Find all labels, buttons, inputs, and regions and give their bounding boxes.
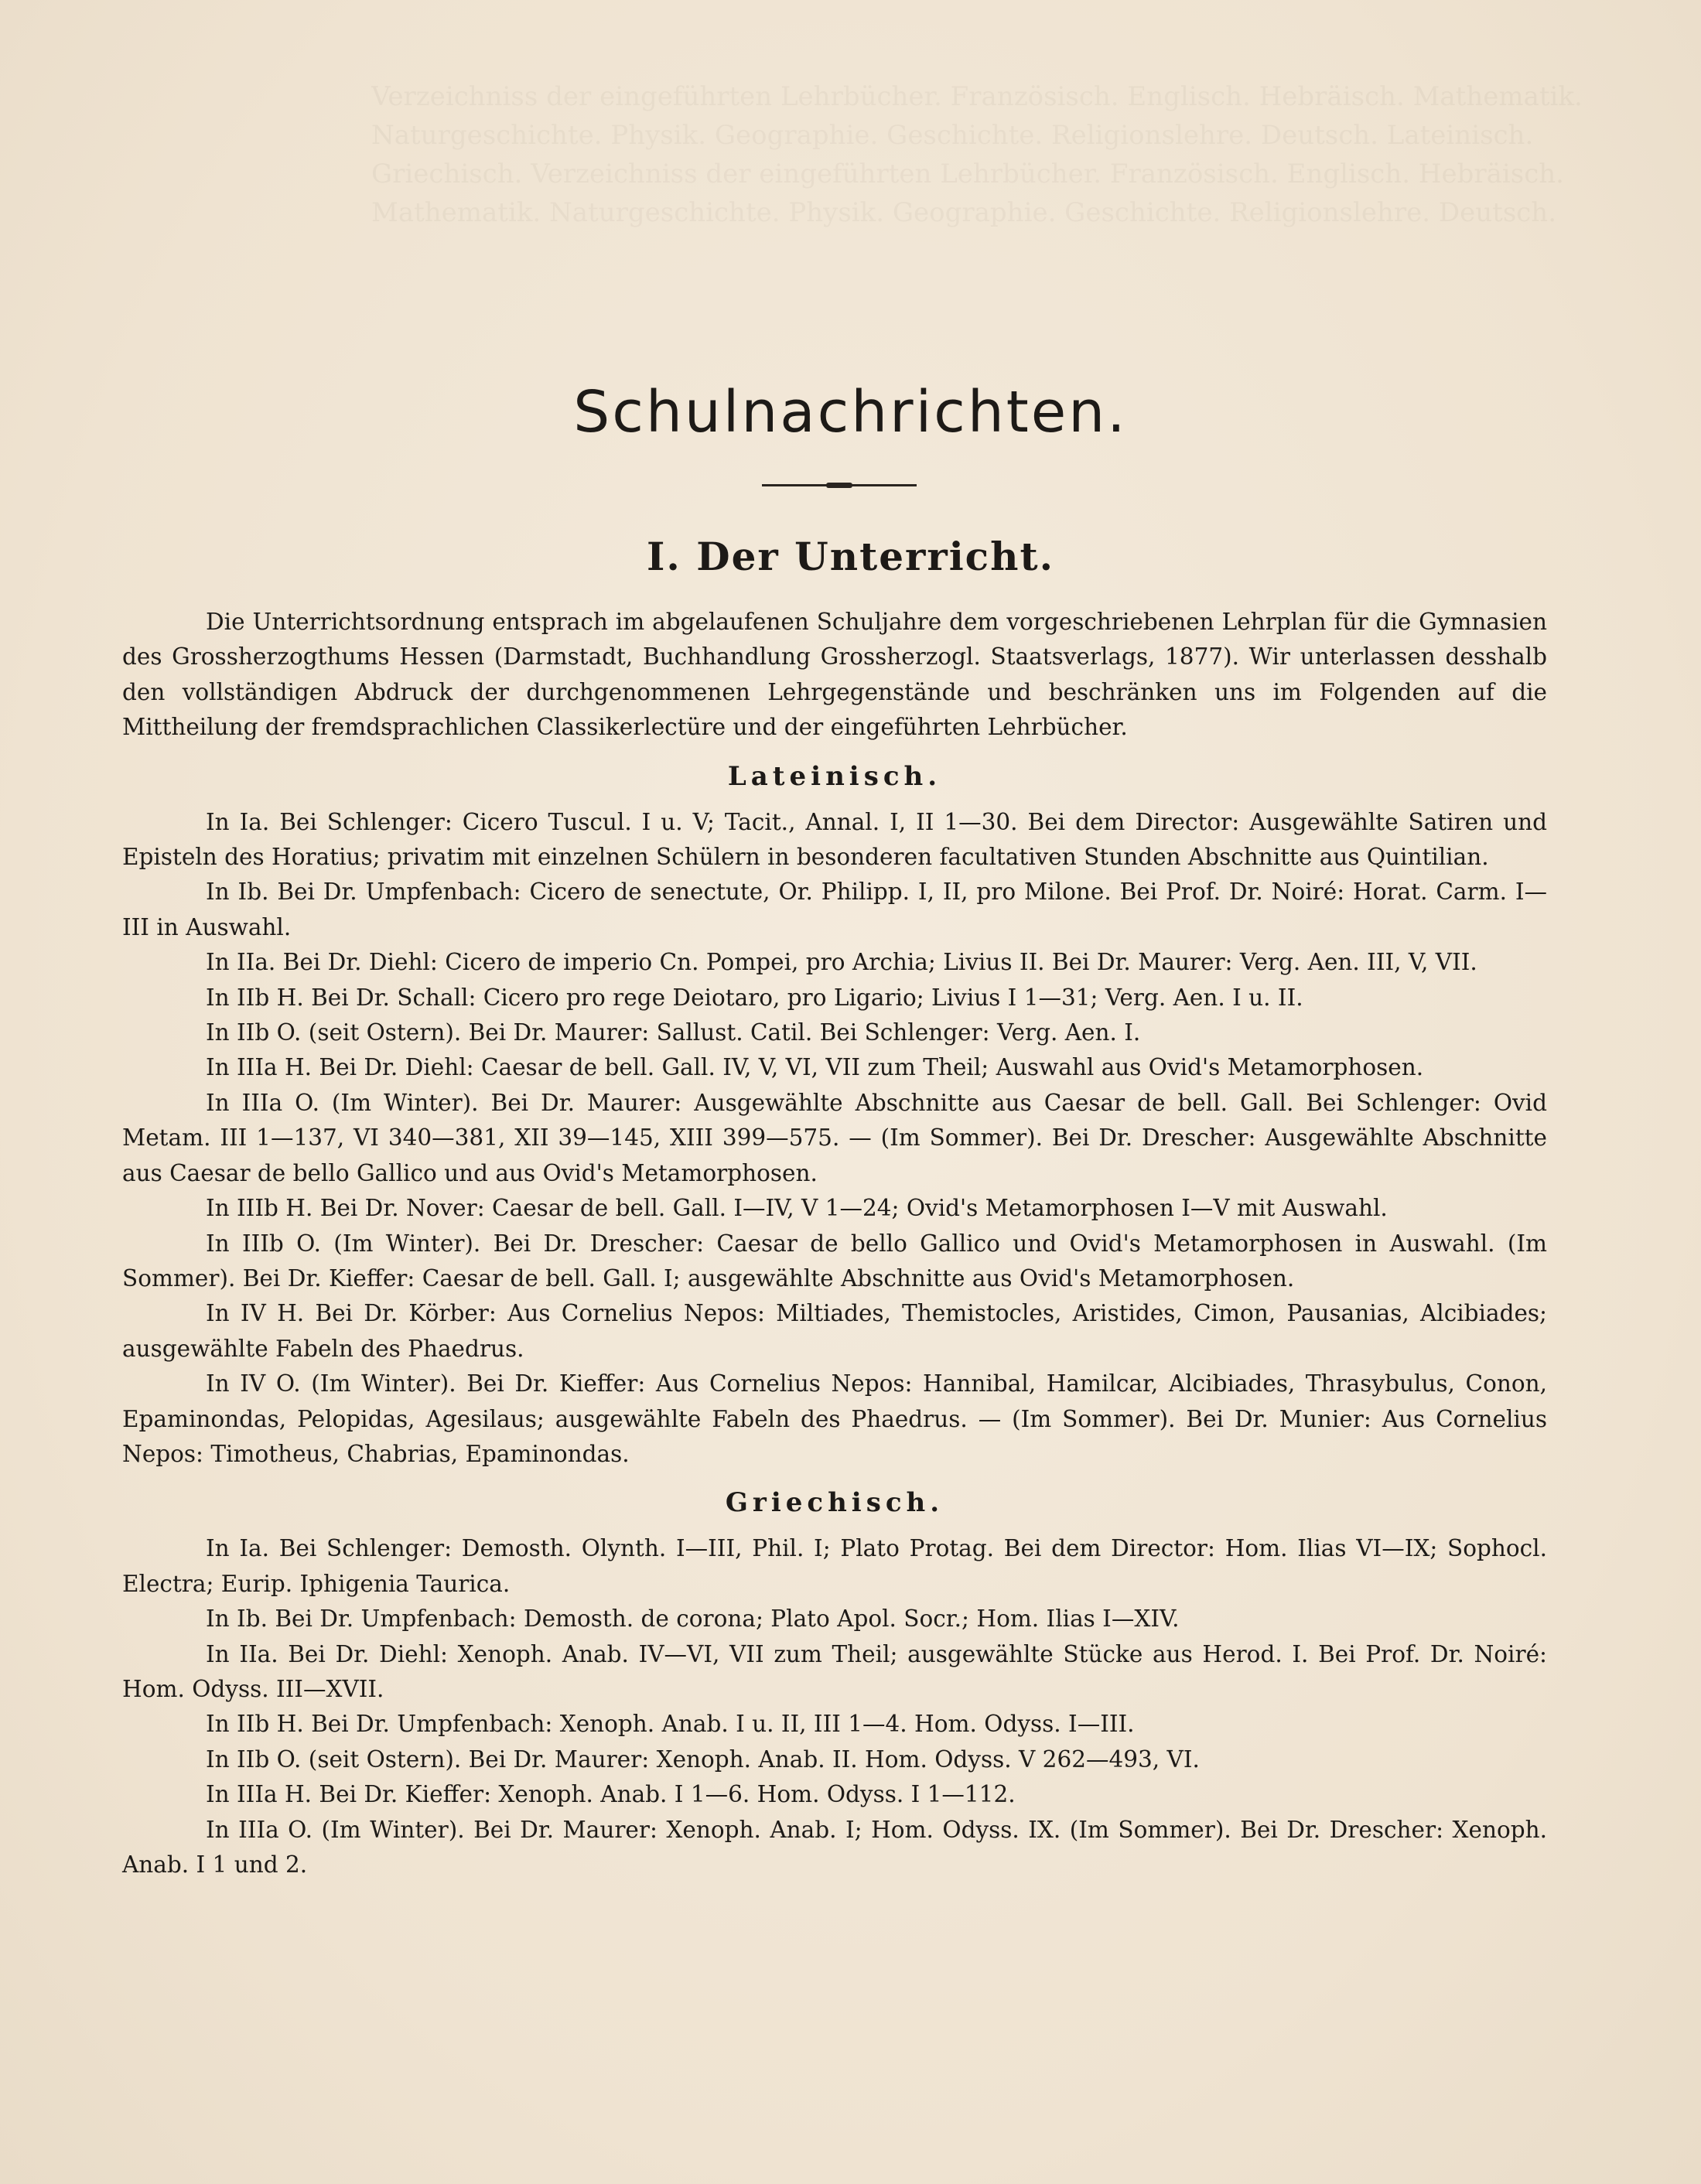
latin-paragraph: In IIb O. (seit Ostern). Bei Dr. Maurer: Sallust. Catil. Bei Schlenger: Verg. Aen. I. xyxy=(206,1019,1141,1046)
body-text xyxy=(122,605,1547,1882)
latin-paragraph: In Ib. Bei Dr. Umpfenbach: Cicero de senectute, Or. Philipp. I, II, pro Milone. Bei Prof. Dr. Noiré: Horat. Carm. I—III in Auswahl. xyxy=(122,879,1547,940)
page-title: Schulnachrichten. xyxy=(573,379,1128,445)
latin-paragraph: In IIa. Bei Dr. Diehl: Cicero de imperio Cn. Pompei, pro Archia; Livius II. Bei Dr. Maurer: Verg. Aen. III, V, VII. xyxy=(206,949,1477,976)
greek-paragraph: In IIb H. Bei Dr. Umpfenbach: Xenoph. Anab. I u. II, III 1—4. Hom. Odyss. I—III. xyxy=(206,1711,1135,1738)
latin-paragraph: In IIb H. Bei Dr. Schall: Cicero pro rege Deiotaro, pro Ligario; Livius I 1—31; Verg. Aen. I u. II. xyxy=(206,984,1303,1011)
latin-heading: Lateinisch. xyxy=(727,760,942,792)
latin-paragraph: In IIIa H. Bei Dr. Diehl: Caesar de bell. Gall. IV, V, VI, VII zum Theil; Auswahl aus Ovid's Metamorphosen. xyxy=(206,1054,1424,1081)
greek-paragraph: In Ia. Bei Schlenger: Demosth. Olynth. I—III, Phil. I; Plato Protag. Bei dem Director: Hom. Ilias VI—IX; Sophocl. Electra; Eurip. Iphigenia Taurica. xyxy=(122,1535,1547,1597)
greek-paragraph: In IIIa H. Bei Dr. Kieffer: Xenoph. Anab. I 1—6. Hom. Odyss. I 1—112. xyxy=(206,1781,1016,1808)
greek-paragraph: In IIa. Bei Dr. Diehl: Xenoph. Anab. IV—VI, VII zum Theil; ausgewählte Stücke aus Herod. I. Bei Prof. Dr. Noiré: Hom. Odyss. III—XVII. xyxy=(122,1640,1547,1702)
latin-paragraph: In IIIb H. Bei Dr. Nover: Caesar de bell. Gall. I—IV, V 1—24; Ovid's Metamorphosen I—V mit Auswahl. xyxy=(206,1195,1388,1222)
latin-paragraph: In IV O. (Im Winter). Bei Dr. Kieffer: Aus Cornelius Nepos: Hannibal, Hamilcar, Alcibiades, Thrasybulus, Conon, Epaminondas, Pelopidas, Agesilaus; ausgewählte Fabeln des Phaedrus. — (Im Sommer). Bei Dr. Munier: Aus Cornelius Nepos: Timotheus, Chabrias, Epaminondas. xyxy=(122,1370,1547,1467)
intro-paragraph: Die Unterrichtsordnung entsprach im abgelaufenen Schuljahre dem vorgeschriebenen Lehrplan für die Gymnasien des Grossherzogthums Hessen (Darmstadt, Buchhandlung Grossherzogl. Staatsverlags, 1877). Wir unterlassen desshalb den vollständigen Abdruck der durchgenommenen Lehrgegenstände und beschränken uns im Folgenden auf die Mittheilung der fremdsprachlichen Classikerlectüre und der eingeführten Lehrbücher. xyxy=(122,609,1547,741)
greek-paragraph: In Ib. Bei Dr. Umpfenbach: Demosth. de corona; Plato Apol. Socr.; Hom. Ilias I—XIV. xyxy=(206,1606,1180,1633)
latin-paragraph: In Ia. Bei Schlenger: Cicero Tuscul. I u. V; Tacit., Annal. I, II 1—30. Bei dem Director: Ausgewählte Satiren und Episteln des Horatius; privatim mit einzelnen Schülern in besonderen facultativen Stunden Abschnitte aus Quintilian. xyxy=(122,808,1547,871)
greek-paragraph: In IIIa O. (Im Winter). Bei Dr. Maurer: Xenoph. Anab. I; Hom. Odyss. IX. (Im Sommer). Bei Dr. Drescher: Xenoph. Anab. I 1 und 2. xyxy=(122,1816,1547,1878)
latin-paragraph: In IV H. Bei Dr. Körber: Aus Cornelius Nepos: Miltiades, Themistocles, Aristides, Cimon, Pausanias, Alcibiades; ausgewählte Fabeln des Phaedrus. xyxy=(122,1300,1547,1362)
title-ornament-rule xyxy=(762,484,917,486)
latin-paragraph: In IIIb O. (Im Winter). Bei Dr. Drescher: Caesar de bello Gallico und Ovid's Metamorphosen in Auswahl. (Im Sommer). Bei Dr. Kieffer: Caesar de bell. Gall. I; ausgewählte Abschnitte aus Ovid's Metamorphosen. xyxy=(122,1230,1547,1292)
greek-heading: Griechisch. xyxy=(725,1487,944,1519)
latin-paragraph: In IIIa O. (Im Winter). Bei Dr. Maurer: Ausgewählte Abschnitte aus Caesar de bell. Gall. Bei Schlenger: Ovid Metam. III 1—137, VI 340—381, XII 39—145, XIII 399—575. — (Im Sommer). Bei Dr. Drescher: Ausgewählte Abschnitte aus Caesar de bello Gallico und aus Ovid's Metamorphosen. xyxy=(122,1089,1547,1186)
section-heading: I. Der Unterricht. xyxy=(647,534,1054,579)
greek-paragraph: In IIb O. (seit Ostern). Bei Dr. Maurer: Xenoph. Anab. II. Hom. Odyss. V 262—493, VI. xyxy=(206,1745,1200,1773)
